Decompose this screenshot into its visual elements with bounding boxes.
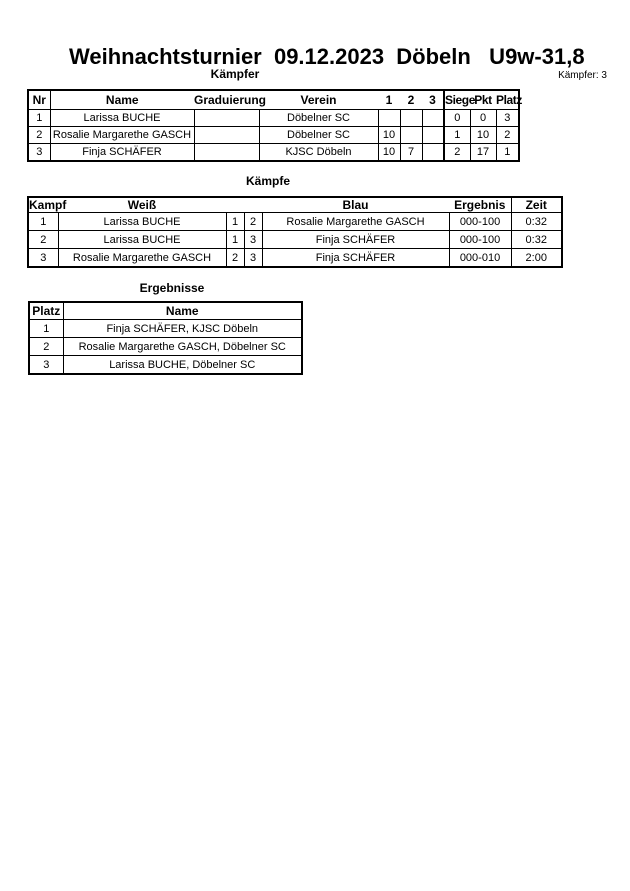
round3-cell xyxy=(422,110,444,127)
blau-nr-cell: 3 xyxy=(244,231,262,249)
section-title-kaempfe: Kämpfe xyxy=(245,174,290,188)
col-header-ergebnis: Ergebnis xyxy=(449,197,511,213)
pkt-cell: 0 xyxy=(470,110,496,127)
col-header-name: Name xyxy=(50,90,194,110)
name-cell: Larissa BUCHE xyxy=(50,110,194,127)
verein-cell: Döbelner SC xyxy=(259,127,378,144)
ergebnisse-row-1 xyxy=(29,320,302,338)
kampf-cell: 3 xyxy=(28,249,58,268)
col-header-blau-nr xyxy=(244,197,262,213)
ergebnisse-row-3 xyxy=(29,356,302,375)
verein-cell: KJSC Döbeln xyxy=(259,144,378,162)
weiss-nr-cell: 2 xyxy=(226,249,244,268)
platz-cell: 3 xyxy=(496,110,519,127)
col-header-round2: 2 xyxy=(400,90,422,110)
col-header-nr: Nr xyxy=(28,90,50,110)
kaempfe-header-row xyxy=(28,197,562,213)
platz-cell: 1 xyxy=(29,320,63,338)
round2-cell xyxy=(400,127,422,144)
weiss-cell: Larissa BUCHE xyxy=(58,231,226,249)
col-header-platz: Platz xyxy=(29,302,63,320)
ergebnisse-row-2 xyxy=(29,338,302,356)
round3-cell xyxy=(422,127,444,144)
blau-cell: Finja SCHÄFER xyxy=(262,249,449,268)
verein-cell: Döbelner SC xyxy=(259,110,378,127)
col-header-platz: Platz xyxy=(496,90,519,110)
col-header-verein: Verein xyxy=(259,90,378,110)
graduierung-cell xyxy=(194,144,259,162)
graduierung-cell xyxy=(194,110,259,127)
graduierung-cell xyxy=(194,127,259,144)
name-cell: Larissa BUCHE, Döbelner SC xyxy=(63,356,302,375)
platz-cell: 2 xyxy=(496,127,519,144)
zeit-cell: 0:32 xyxy=(511,231,562,249)
page-title: Weihnachtsturnier 09.12.2023 Döbeln U9w-31,8 xyxy=(69,44,585,69)
col-header-round1: 1 xyxy=(378,90,400,110)
kaempfer-table xyxy=(27,89,523,162)
kaempfe-table xyxy=(27,196,563,268)
siege-cell: 1 xyxy=(444,127,470,144)
name-cell: Rosalie Margarethe GASCH, Döbelner SC xyxy=(63,338,302,356)
ergebnisse-table xyxy=(28,301,303,375)
round2-cell: 7 xyxy=(400,144,422,162)
name-cell: Finja SCHÄFER xyxy=(50,144,194,162)
col-header-name: Name xyxy=(63,302,302,320)
blau-cell: Finja SCHÄFER xyxy=(262,231,449,249)
nr-cell: 1 xyxy=(28,110,50,127)
col-header-blau: Blau xyxy=(262,197,449,213)
name-cell: Rosalie Margarethe GASCH xyxy=(50,127,194,144)
col-header-round3: 3 xyxy=(422,90,444,110)
col-header-graduierung: Graduierung xyxy=(194,90,259,110)
zeit-cell: 2:00 xyxy=(511,249,562,268)
round1-cell: 10 xyxy=(378,127,400,144)
weiss-nr-cell: 1 xyxy=(226,231,244,249)
section-title-kaempfer: Kämpfer xyxy=(210,67,260,81)
section-title-ergebnisse: Ergebnisse xyxy=(139,281,205,295)
pkt-cell: 10 xyxy=(470,127,496,144)
col-header-kampf: Kampf xyxy=(29,198,67,212)
blau-nr-cell: 2 xyxy=(244,213,262,231)
col-header-pkt: Pkt xyxy=(470,90,496,110)
round2-cell xyxy=(400,110,422,127)
nr-cell: 2 xyxy=(28,127,50,144)
kaempfer-row-3 xyxy=(28,144,519,162)
kaempfer-header-row xyxy=(28,90,519,110)
ergebnis-cell: 000-100 xyxy=(449,231,511,249)
blau-cell: Rosalie Margarethe GASCH xyxy=(262,213,449,231)
ergebnisse-header-row xyxy=(29,302,302,320)
siege-cell: 0 xyxy=(444,110,470,127)
ergebnis-cell: 000-010 xyxy=(449,249,511,268)
round3-cell xyxy=(422,144,444,162)
blau-nr-cell: 3 xyxy=(244,249,262,268)
kampf-cell: 2 xyxy=(28,231,58,249)
weiss-cell: Larissa BUCHE xyxy=(58,213,226,231)
col-header-weiss: Weiß xyxy=(58,197,226,213)
kampf-cell: 1 xyxy=(28,213,58,231)
nr-cell: 3 xyxy=(28,144,50,162)
fighters-count-label: Kämpfer: 3 xyxy=(558,70,607,81)
name-cell: Finja SCHÄFER, KJSC Döbeln xyxy=(63,320,302,338)
col-header-weiss-nr xyxy=(226,197,244,213)
weiss-nr-cell: 1 xyxy=(226,213,244,231)
platz-cell: 2 xyxy=(29,338,63,356)
col-header-siege: Siege xyxy=(444,90,470,110)
kaempfer-row-2 xyxy=(28,127,519,144)
kaempfe-row-2 xyxy=(28,231,562,249)
zeit-cell: 0:32 xyxy=(511,213,562,231)
siege-cell: 2 xyxy=(444,144,470,162)
kaempfer-row-1 xyxy=(28,110,519,127)
kaempfe-row-1 xyxy=(28,213,562,231)
round1-cell: 10 xyxy=(378,144,400,162)
round1-cell xyxy=(378,110,400,127)
kaempfe-row-3 xyxy=(28,249,562,268)
platz-cell: 3 xyxy=(29,356,63,375)
platz-cell: 1 xyxy=(496,144,519,162)
weiss-cell: Rosalie Margarethe GASCH xyxy=(58,249,226,268)
col-header-zeit: Zeit xyxy=(511,197,562,213)
ergebnis-cell: 000-100 xyxy=(449,213,511,231)
pkt-cell: 17 xyxy=(470,144,496,162)
